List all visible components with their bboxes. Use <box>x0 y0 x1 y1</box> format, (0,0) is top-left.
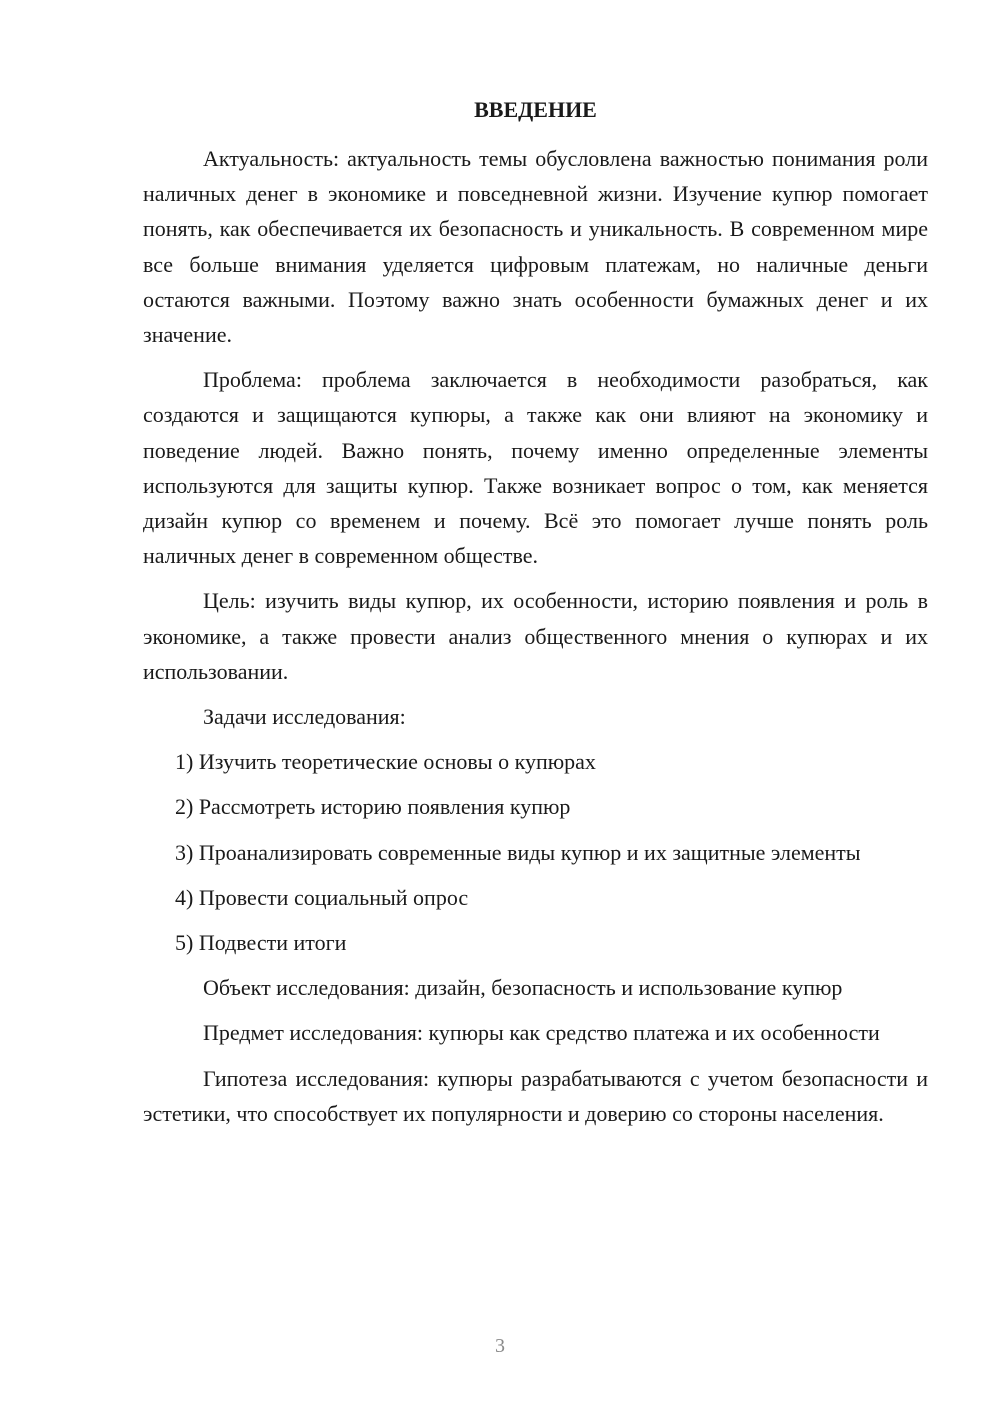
paragraph-subject: Предмет исследования: купюры как средство платежа и их особенности <box>203 1020 880 1046</box>
section-title: ВВЕДЕНИЕ <box>474 97 597 122</box>
task-item-3: 3) Проанализировать современные виды купюр и их защитные элементы <box>175 839 861 865</box>
paragraph-hypothesis: Гипотеза исследования: купюры разрабатываются с учетом безопасности и эстетики, что способствует их популярности и доверию со стороны населения. <box>143 1065 928 1126</box>
paragraph-relevance: Актуальность: актуальность темы обусловлена важностью понимания роли наличных денег в экономике и повседневной жизни. Изучение купюр помогает понять, как обеспечивается их безопасность и уникальность. В современном мире все больше внимания уделяется цифровым платежам, но наличные деньги остаются важными. Поэтому важно знать особенности бумажных денег и их значение. <box>143 146 928 348</box>
paragraph-problem: Проблема: проблема заключается в необходимости разобраться, как создаются и защищаются купюры, а также как они влияют на экономику и поведение людей. Важно понять, почему именно определенные элементы используются для защиты купюр. Также возникает вопрос о том, как меняется дизайн купюр со временем и почему. Всё это помогает лучше понять роль наличных денег в современном обществе. <box>143 367 928 569</box>
page-content <box>143 92 928 1141</box>
task-item-5: 5) Подвести итоги <box>175 930 347 956</box>
task-item-2: 2) Рассмотреть историю появления купюр <box>175 794 571 820</box>
paragraph-object: Объект исследования: дизайн, безопасность и использование купюр <box>203 975 843 1001</box>
tasks-heading: Задачи исследования: <box>203 704 406 730</box>
page-number: 3 <box>495 1335 505 1357</box>
task-item-1: 1) Изучить теоретические основы о купюрах <box>175 749 596 775</box>
task-item-4: 4) Провести социальный опрос <box>175 884 469 910</box>
paragraph-goal: Цель: изучить виды купюр, их особенности, историю появления и роль в экономике, а также провести анализ общественного мнения о купюрах и их использовании. <box>143 588 928 684</box>
